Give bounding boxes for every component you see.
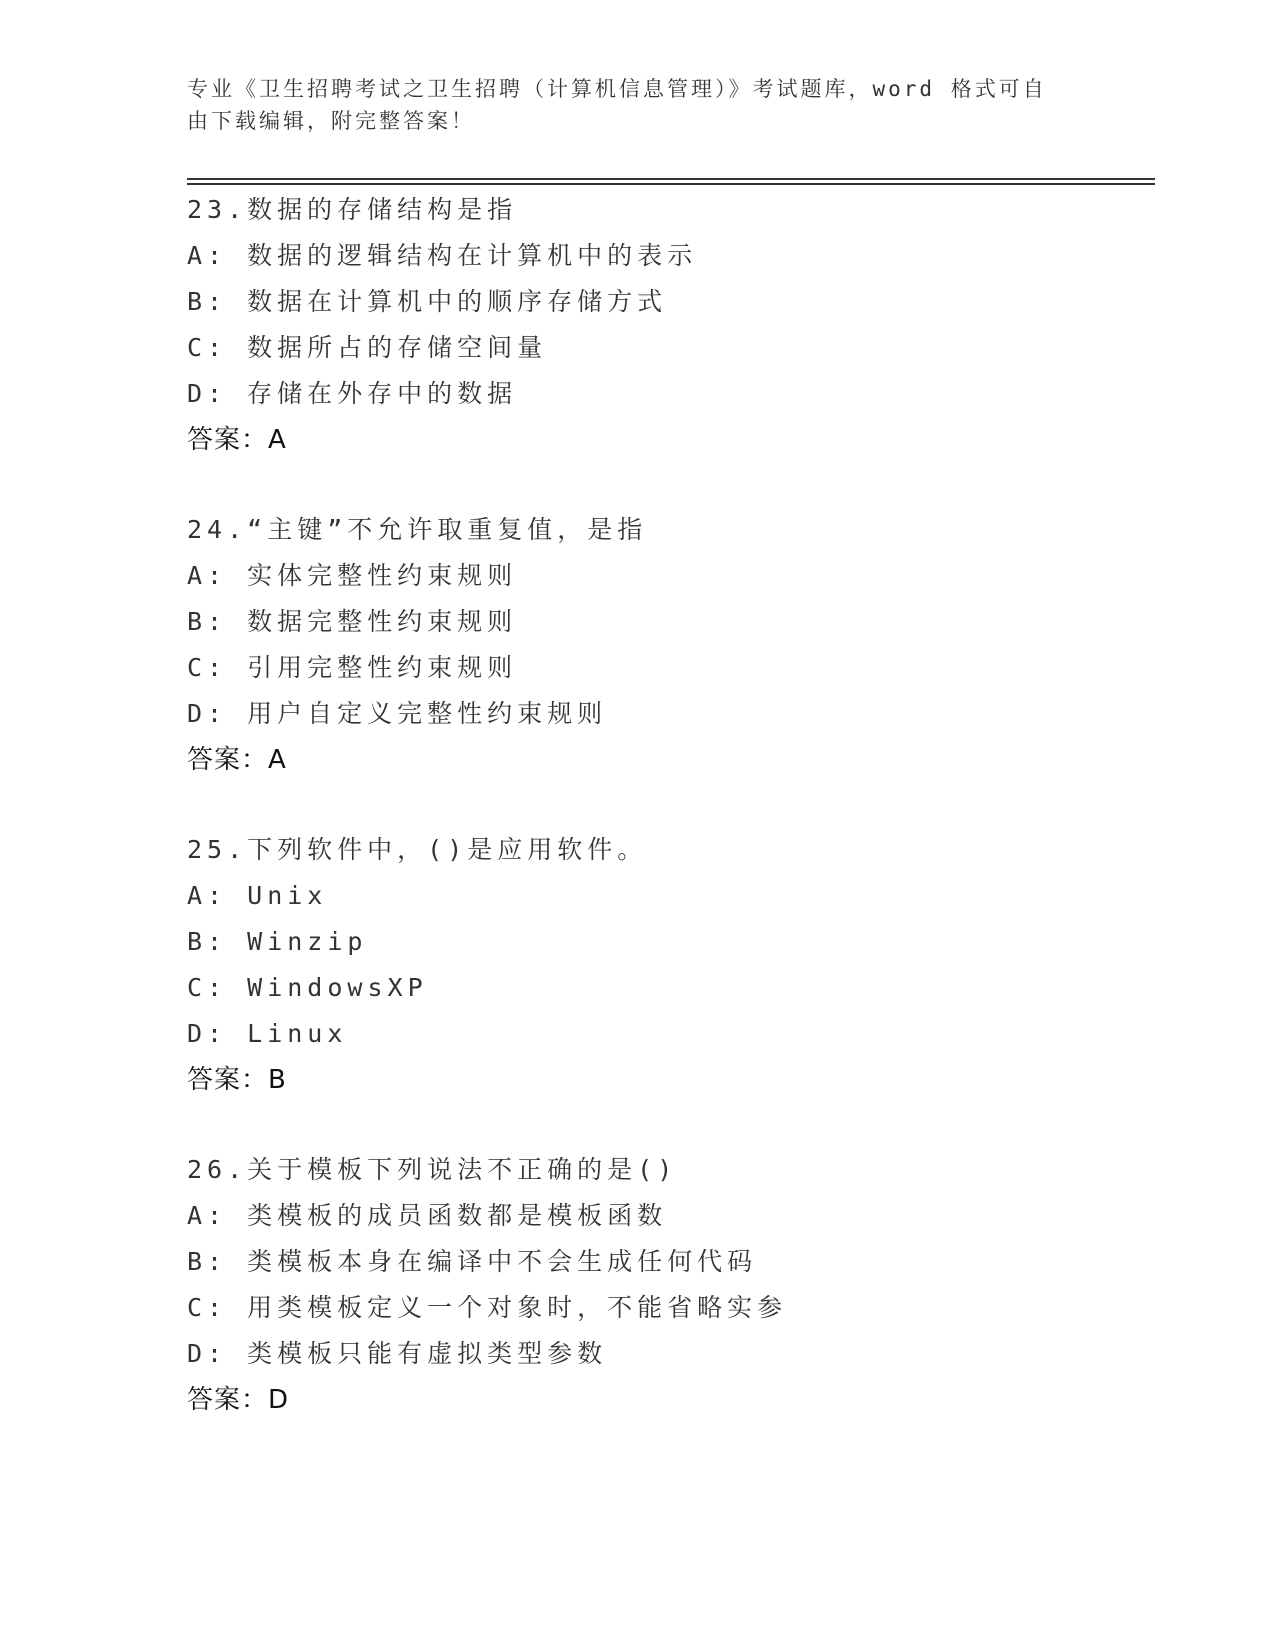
question-stem: 26.关于模板下列说法不正确的是() xyxy=(187,1155,678,1184)
header-divider-bottom xyxy=(187,183,1155,185)
question-stem: 23.数据的存储结构是指 xyxy=(187,195,518,224)
option-d: D: 类模板只能有虚拟类型参数 xyxy=(187,1339,608,1368)
document-header xyxy=(187,73,1077,137)
option-d: D: 存储在外存中的数据 xyxy=(187,379,518,408)
option-c: C: 用类模板定义一个对象时，不能省略实参 xyxy=(187,1293,788,1322)
option-b: B: 类模板本身在编译中不会生成任何代码 xyxy=(187,1247,758,1276)
question-26 xyxy=(187,1147,1155,1423)
question-23 xyxy=(187,187,1155,463)
option-a: A: Unix xyxy=(187,881,328,910)
question-list xyxy=(187,187,1155,1467)
header-line-1: 专业《卫生招聘考试之卫生招聘（计算机信息管理）》考试题库，word 格式可自 xyxy=(187,77,1047,101)
header-line-2: 由下载编辑，附完整答案！ xyxy=(187,109,475,133)
option-d: D: Linux xyxy=(187,1019,348,1048)
option-a: A: 数据的逻辑结构在计算机中的表示 xyxy=(187,241,698,270)
option-b: B: 数据完整性约束规则 xyxy=(187,607,518,636)
answer-line: 答案：D xyxy=(187,1385,290,1415)
option-a: A: 实体完整性约束规则 xyxy=(187,561,518,590)
question-stem: 24.“主键”不允许取重复值，是指 xyxy=(187,515,648,544)
option-a: A: 类模板的成员函数都是模板函数 xyxy=(187,1201,668,1230)
answer-line: 答案：A xyxy=(187,745,287,775)
option-c: C: WindowsXP xyxy=(187,973,428,1002)
option-d: D: 用户自定义完整性约束规则 xyxy=(187,699,608,728)
option-b: B: Winzip xyxy=(187,927,368,956)
question-stem: 25.下列软件中，()是应用软件。 xyxy=(187,835,648,864)
answer-line: 答案：B xyxy=(187,1065,287,1095)
option-c: C: 数据所占的存储空间量 xyxy=(187,333,548,362)
option-c: C: 引用完整性约束规则 xyxy=(187,653,518,682)
question-24 xyxy=(187,507,1155,783)
question-25 xyxy=(187,827,1155,1103)
option-b: B: 数据在计算机中的顺序存储方式 xyxy=(187,287,668,316)
answer-line: 答案：A xyxy=(187,425,287,455)
header-divider-top xyxy=(187,178,1155,180)
